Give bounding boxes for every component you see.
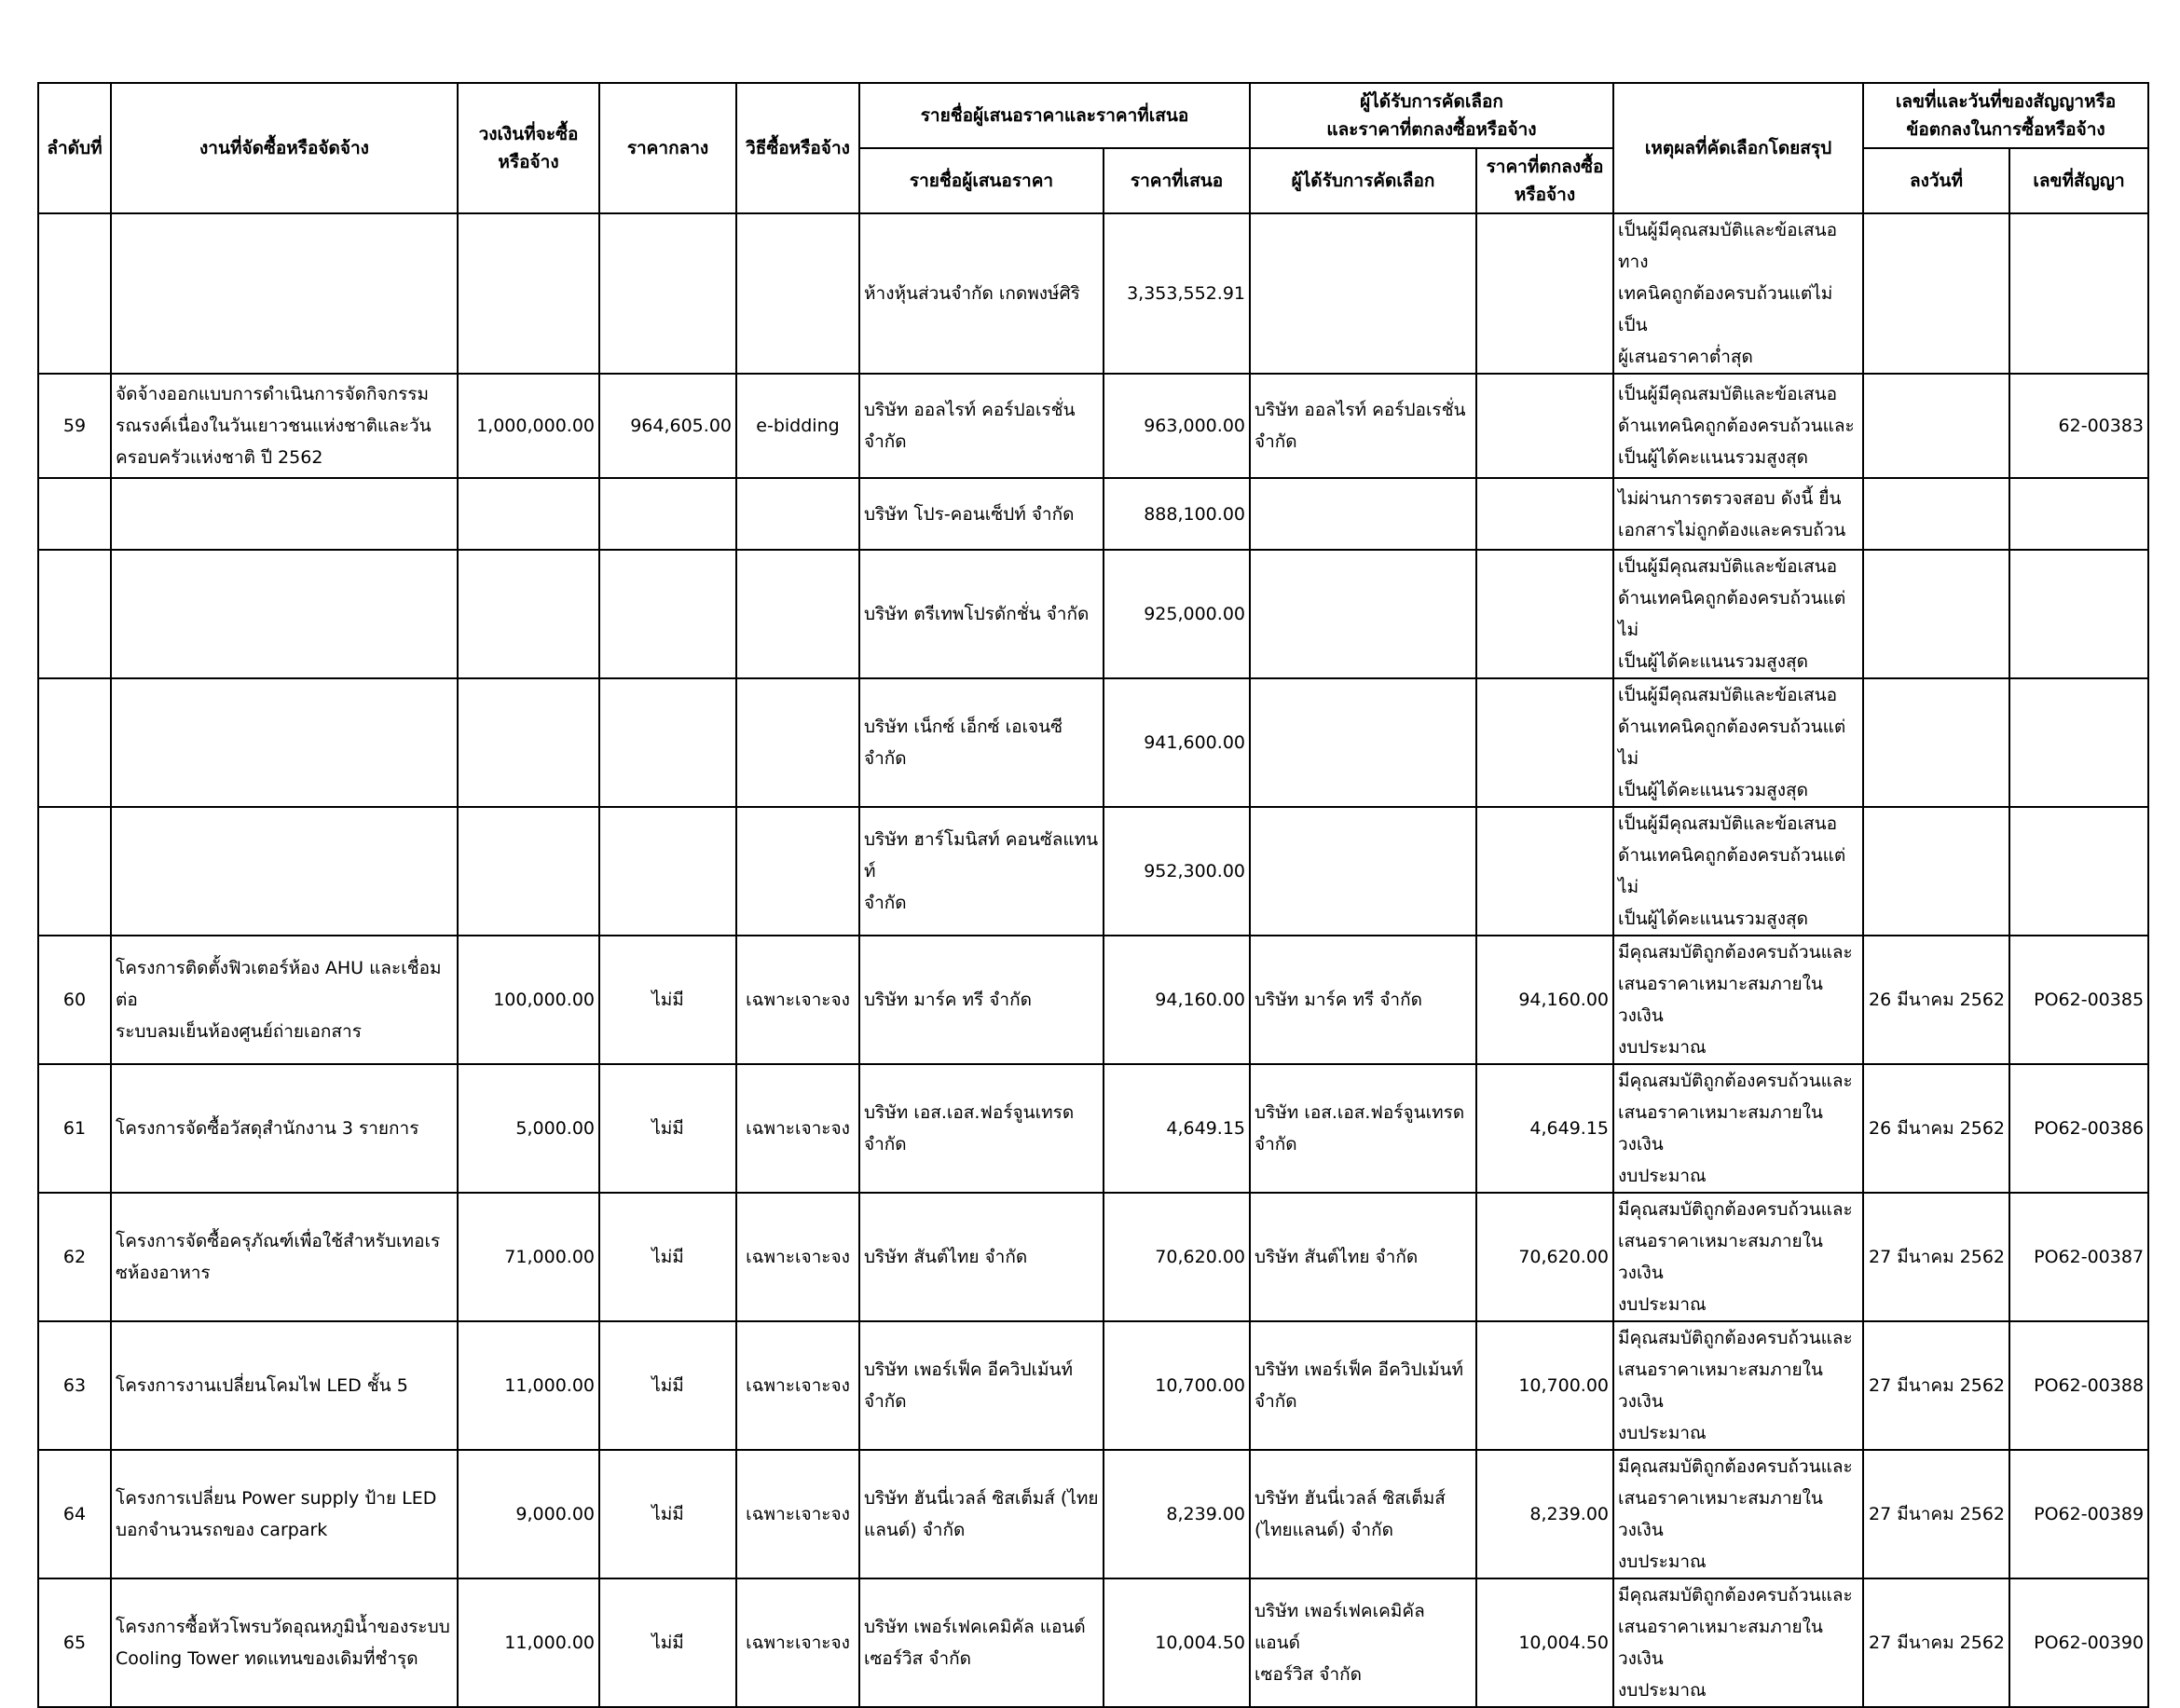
cell-item: [111, 478, 458, 550]
table-row: [38, 807, 2148, 936]
cell-budget: 9,000.00: [458, 1450, 599, 1578]
cell-bidder: บริษัท ฮาร์โมนิสท์ คอนซัลแทนท์ จำกัด: [859, 807, 1104, 936]
cell-bidder: บริษัท ตรีเทพโปรดักชั่น จำกัด: [859, 550, 1104, 678]
cell-selected: บริษัท เพอร์เฟ็ค อีควิปเม้นท์ จำกัด: [1250, 1321, 1476, 1450]
cell-bidder: บริษัท เน็กซ์ เอ็กซ์ เอเจนซี จำกัด: [859, 678, 1104, 807]
cell-contract: PO62-00389: [2009, 1450, 2148, 1578]
cell-method: e-bidding: [736, 374, 859, 478]
cell-bid: 925,000.00: [1104, 550, 1250, 678]
cell-method: เฉพาะเจาะจง: [736, 1450, 859, 1578]
header-item: งานที่จัดซื้อหรือจัดจ้าง: [111, 83, 458, 213]
cell-bid: 952,300.00: [1104, 807, 1250, 936]
header-contract-group: เลขที่และวันที่ของสัญญาหรือ ข้อตกลงในการซื้อหรือจ้าง: [1863, 83, 2148, 148]
cell-no: 65: [38, 1578, 111, 1707]
cell-reason: เป็นผู้มีคุณสมบัติและข้อเสนอ ด้านเทคนิคถูกต้องครบถ้วนแต่ไม่ เป็นผู้ได้คะแนนรวมสูงสุด: [1613, 550, 1863, 678]
cell-median: ไม่มี: [599, 1578, 736, 1707]
cell-selected: [1250, 550, 1476, 678]
cell-item: [111, 213, 458, 374]
cell-selected: บริษัท เพอร์เฟคเคมิคัล แอนด์ เซอร์วิส จำกัด: [1250, 1578, 1476, 1707]
cell-item: โครงการติดตั้งฟิวเตอร์ห้อง AHU และเชื่อมต่อ ระบบลมเย็นห้องศูนย์ถ่ายเอกสาร: [111, 936, 458, 1064]
cell-bid: 10,004.50: [1104, 1578, 1250, 1707]
cell-reason: มีคุณสมบัติถูกต้องครบถ้วนและ เสนอราคาเหมาะสมภายในวงเงิน งบประมาณ: [1613, 1193, 1863, 1321]
cell-bidder: ห้างหุ้นส่วนจำกัด เกดพงษ์ศิริ: [859, 213, 1104, 374]
cell-selected: บริษัท มาร์ค ทรี จำกัด: [1250, 936, 1476, 1064]
cell-budget: 71,000.00: [458, 1193, 599, 1321]
cell-agreed: 94,160.00: [1476, 936, 1613, 1064]
cell-agreed: [1476, 478, 1613, 550]
cell-no: [38, 550, 111, 678]
cell-agreed: [1476, 678, 1613, 807]
table-row: [38, 550, 2148, 678]
cell-method: เฉพาะเจาะจง: [736, 1064, 859, 1193]
cell-item: [111, 678, 458, 807]
cell-date: 27 มีนาคม 2562: [1863, 1321, 2009, 1450]
cell-bidder: บริษัท สันต์ไทย จำกัด: [859, 1193, 1104, 1321]
header-contract-no: เลขที่สัญญา: [2009, 148, 2148, 213]
header-reason: เหตุผลที่คัดเลือกโดยสรุป: [1613, 83, 1863, 213]
cell-date: 27 มีนาคม 2562: [1863, 1450, 2009, 1578]
cell-bid: 941,600.00: [1104, 678, 1250, 807]
cell-budget: 5,000.00: [458, 1064, 599, 1193]
cell-reason: เป็นผู้มีคุณสมบัติและข้อเสนอ ด้านเทคนิคถูกต้องครบถ้วนแต่ไม่ เป็นผู้ได้คะแนนรวมสูงสุด: [1613, 807, 1863, 936]
header-agreed-price: ราคาที่ตกลงซื้อ หรือจ้าง: [1476, 148, 1613, 213]
cell-item: โครงการเปลี่ยน Power supply ป้าย LED บอกจำนวนรถของ carpark: [111, 1450, 458, 1578]
cell-bid: 94,160.00: [1104, 936, 1250, 1064]
table-row: [38, 1321, 2148, 1450]
cell-contract: [2009, 478, 2148, 550]
cell-agreed: [1476, 550, 1613, 678]
cell-agreed: [1476, 374, 1613, 478]
table-row: [38, 678, 2148, 807]
procurement-report-page: [37, 82, 2146, 1708]
cell-date: 27 มีนาคม 2562: [1863, 1193, 2009, 1321]
cell-selected: บริษัท ออลไรท์ คอร์ปอเรชั่น จำกัด: [1250, 374, 1476, 478]
cell-median: 964,605.00: [599, 374, 736, 478]
cell-date: 26 มีนาคม 2562: [1863, 936, 2009, 1064]
cell-bidder: บริษัท เพอร์เฟคเคมิคัล แอนด์ เซอร์วิส จำกัด: [859, 1578, 1104, 1707]
cell-date: [1863, 213, 2009, 374]
cell-reason: มีคุณสมบัติถูกต้องครบถ้วนและ เสนอราคาเหมาะสมภายในวงเงิน งบประมาณ: [1613, 1578, 1863, 1707]
cell-item: โครงการงานเปลี่ยนโคมไฟ LED ชั้น 5: [111, 1321, 458, 1450]
header-method: วิธีซื้อหรือจ้าง: [736, 83, 859, 213]
cell-method: [736, 807, 859, 936]
cell-contract: PO62-00387: [2009, 1193, 2148, 1321]
cell-bidder: บริษัท โปร-คอนเซ็ปท์ จำกัด: [859, 478, 1104, 550]
cell-contract: [2009, 807, 2148, 936]
cell-reason: มีคุณสมบัติถูกต้องครบถ้วนและ เสนอราคาเหมาะสมภายในวงเงิน งบประมาณ: [1613, 936, 1863, 1064]
table-row: [38, 1450, 2148, 1578]
cell-median: ไม่มี: [599, 936, 736, 1064]
cell-item: โครงการจัดซื้อครุภัณฑ์เพื่อใช้สำหรับเทอเร ซห้องอาหาร: [111, 1193, 458, 1321]
cell-reason: มีคุณสมบัติถูกต้องครบถ้วนและ เสนอราคาเหมาะสมภายในวงเงิน งบประมาณ: [1613, 1064, 1863, 1193]
cell-contract: PO62-00390: [2009, 1578, 2148, 1707]
cell-method: เฉพาะเจาะจง: [736, 936, 859, 1064]
cell-median: ไม่มี: [599, 1321, 736, 1450]
cell-contract: PO62-00386: [2009, 1064, 2148, 1193]
cell-no: 61: [38, 1064, 111, 1193]
cell-budget: 11,000.00: [458, 1321, 599, 1450]
cell-no: 62: [38, 1193, 111, 1321]
cell-date: 27 มีนาคม 2562: [1863, 1578, 2009, 1707]
cell-no: [38, 213, 111, 374]
cell-method: [736, 213, 859, 374]
cell-contract: [2009, 678, 2148, 807]
header-selected-group: ผู้ได้รับการคัดเลือก และราคาที่ตกลงซื้อหรือจ้าง: [1250, 83, 1613, 148]
table-row: [38, 1193, 2148, 1321]
cell-median: [599, 807, 736, 936]
table-row: [38, 1578, 2148, 1707]
cell-agreed: [1476, 807, 1613, 936]
cell-method: [736, 678, 859, 807]
cell-method: [736, 550, 859, 678]
cell-median: ไม่มี: [599, 1064, 736, 1193]
cell-date: [1863, 807, 2009, 936]
cell-method: เฉพาะเจาะจง: [736, 1193, 859, 1321]
cell-date: [1863, 478, 2009, 550]
cell-selected: [1250, 478, 1476, 550]
cell-no: [38, 807, 111, 936]
cell-median: ไม่มี: [599, 1193, 736, 1321]
cell-agreed: 70,620.00: [1476, 1193, 1613, 1321]
cell-selected: บริษัท เอส.เอส.ฟอร์จูนเทรด จำกัด: [1250, 1064, 1476, 1193]
cell-item: จัดจ้างออกแบบการดำเนินการจัดกิจกรรม รณรงค์เนื่องในวันเยาวชนแห่งชาติและวัน ครอบครัวแห่งชาติ ปี 2562: [111, 374, 458, 478]
cell-agreed: 4,649.15: [1476, 1064, 1613, 1193]
cell-bid: 70,620.00: [1104, 1193, 1250, 1321]
cell-bid: 888,100.00: [1104, 478, 1250, 550]
cell-contract: [2009, 213, 2148, 374]
cell-no: 63: [38, 1321, 111, 1450]
cell-item: [111, 550, 458, 678]
header-no: ลำดับที่: [38, 83, 111, 213]
cell-budget: [458, 678, 599, 807]
cell-date: [1863, 678, 2009, 807]
cell-budget: 100,000.00: [458, 936, 599, 1064]
cell-method: เฉพาะเจาะจง: [736, 1321, 859, 1450]
cell-reason: เป็นผู้มีคุณสมบัติและข้อเสนอทาง เทคนิคถูกต้องครบถ้วนแต่ไม่เป็น ผู้เสนอราคาต่ำสุด: [1613, 213, 1863, 374]
cell-median: ไม่มี: [599, 1450, 736, 1578]
cell-budget: [458, 213, 599, 374]
cell-contract: PO62-00388: [2009, 1321, 2148, 1450]
cell-agreed: 10,004.50: [1476, 1578, 1613, 1707]
table-row: [38, 478, 2148, 550]
cell-selected: บริษัท ฮันนี่เวลล์ ซิสเต็มส์ (ไทยแลนด์) จำกัด: [1250, 1450, 1476, 1578]
cell-bid: 963,000.00: [1104, 374, 1250, 478]
header-median-price: ราคากลาง: [599, 83, 736, 213]
cell-selected: บริษัท สันต์ไทย จำกัด: [1250, 1193, 1476, 1321]
cell-median: [599, 213, 736, 374]
cell-selected: [1250, 678, 1476, 807]
cell-selected: [1250, 807, 1476, 936]
cell-contract: 62-00383: [2009, 374, 2148, 478]
header-contract-date: ลงวันที่: [1863, 148, 2009, 213]
cell-reason: เป็นผู้มีคุณสมบัติและข้อเสนอ ด้านเทคนิคถูกต้องครบถ้วนแต่ไม่ เป็นผู้ได้คะแนนรวมสูงสุด: [1613, 678, 1863, 807]
cell-reason: มีคุณสมบัติถูกต้องครบถ้วนและ เสนอราคาเหมาะสมภายในวงเงิน งบประมาณ: [1613, 1450, 1863, 1578]
table-row: [38, 936, 2148, 1064]
header-bidder-name: รายชื่อผู้เสนอราคา: [859, 148, 1104, 213]
cell-method: เฉพาะเจาะจง: [736, 1578, 859, 1707]
cell-reason: ไม่ผ่านการตรวจสอบ ดังนี้ ยื่น เอกสารไม่ถูกต้องและครบถ้วน: [1613, 478, 1863, 550]
table-row: [38, 1064, 2148, 1193]
cell-bid: 4,649.15: [1104, 1064, 1250, 1193]
cell-bid: 10,700.00: [1104, 1321, 1250, 1450]
cell-bid: 8,239.00: [1104, 1450, 1250, 1578]
cell-bidder: บริษัท เอส.เอส.ฟอร์จูนเทรด จำกัด: [859, 1064, 1104, 1193]
cell-selected: [1250, 213, 1476, 374]
cell-reason: เป็นผู้มีคุณสมบัติและข้อเสนอ ด้านเทคนิคถูกต้องครบถ้วนและ เป็นผู้ได้คะแนนรวมสูงสุด: [1613, 374, 1863, 478]
cell-date: [1863, 550, 2009, 678]
cell-bidder: บริษัท ออลไรท์ คอร์ปอเรชั่น จำกัด: [859, 374, 1104, 478]
cell-agreed: [1476, 213, 1613, 374]
cell-no: 64: [38, 1450, 111, 1578]
header-bid-price: ราคาที่เสนอ: [1104, 148, 1250, 213]
header-bidders-group: รายชื่อผู้เสนอราคาและราคาที่เสนอ: [859, 83, 1250, 148]
cell-reason: มีคุณสมบัติถูกต้องครบถ้วนและ เสนอราคาเหมาะสมภายในวงเงิน งบประมาณ: [1613, 1321, 1863, 1450]
cell-median: [599, 550, 736, 678]
cell-method: [736, 478, 859, 550]
cell-agreed: 10,700.00: [1476, 1321, 1613, 1450]
cell-budget: [458, 550, 599, 678]
cell-budget: [458, 807, 599, 936]
cell-no: 60: [38, 936, 111, 1064]
cell-no: [38, 678, 111, 807]
header-selected-name: ผู้ได้รับการคัดเลือก: [1250, 148, 1476, 213]
cell-date: [1863, 374, 2009, 478]
cell-item: [111, 807, 458, 936]
cell-budget: 1,000,000.00: [458, 374, 599, 478]
cell-no: 59: [38, 374, 111, 478]
procurement-table: [37, 82, 2149, 1708]
table-row: [38, 374, 2148, 478]
cell-no: [38, 478, 111, 550]
cell-item: โครงการจัดซื้อวัสดุสำนักงาน 3 รายการ: [111, 1064, 458, 1193]
cell-bid: 3,353,552.91: [1104, 213, 1250, 374]
table-row: [38, 213, 2148, 374]
cell-contract: [2009, 550, 2148, 678]
cell-bidder: บริษัท มาร์ค ทรี จำกัด: [859, 936, 1104, 1064]
cell-date: 26 มีนาคม 2562: [1863, 1064, 2009, 1193]
header-budget: วงเงินที่จะซื้อ หรือจ้าง: [458, 83, 599, 213]
cell-median: [599, 478, 736, 550]
cell-bidder: บริษัท เพอร์เฟ็ค อีควิปเม้นท์ จำกัด: [859, 1321, 1104, 1450]
cell-median: [599, 678, 736, 807]
cell-bidder: บริษัท ฮันนี่เวลล์ ซิสเต็มส์ (ไทย แลนด์) จำกัด: [859, 1450, 1104, 1578]
cell-budget: [458, 478, 599, 550]
cell-contract: PO62-00385: [2009, 936, 2148, 1064]
cell-item: โครงการซื้อหัวโพรบวัดอุณหภูมิน้ำของระบบ Cooling Tower ทดแทนของเดิมที่ชำรุด: [111, 1578, 458, 1707]
cell-budget: 11,000.00: [458, 1578, 599, 1707]
cell-agreed: 8,239.00: [1476, 1450, 1613, 1578]
